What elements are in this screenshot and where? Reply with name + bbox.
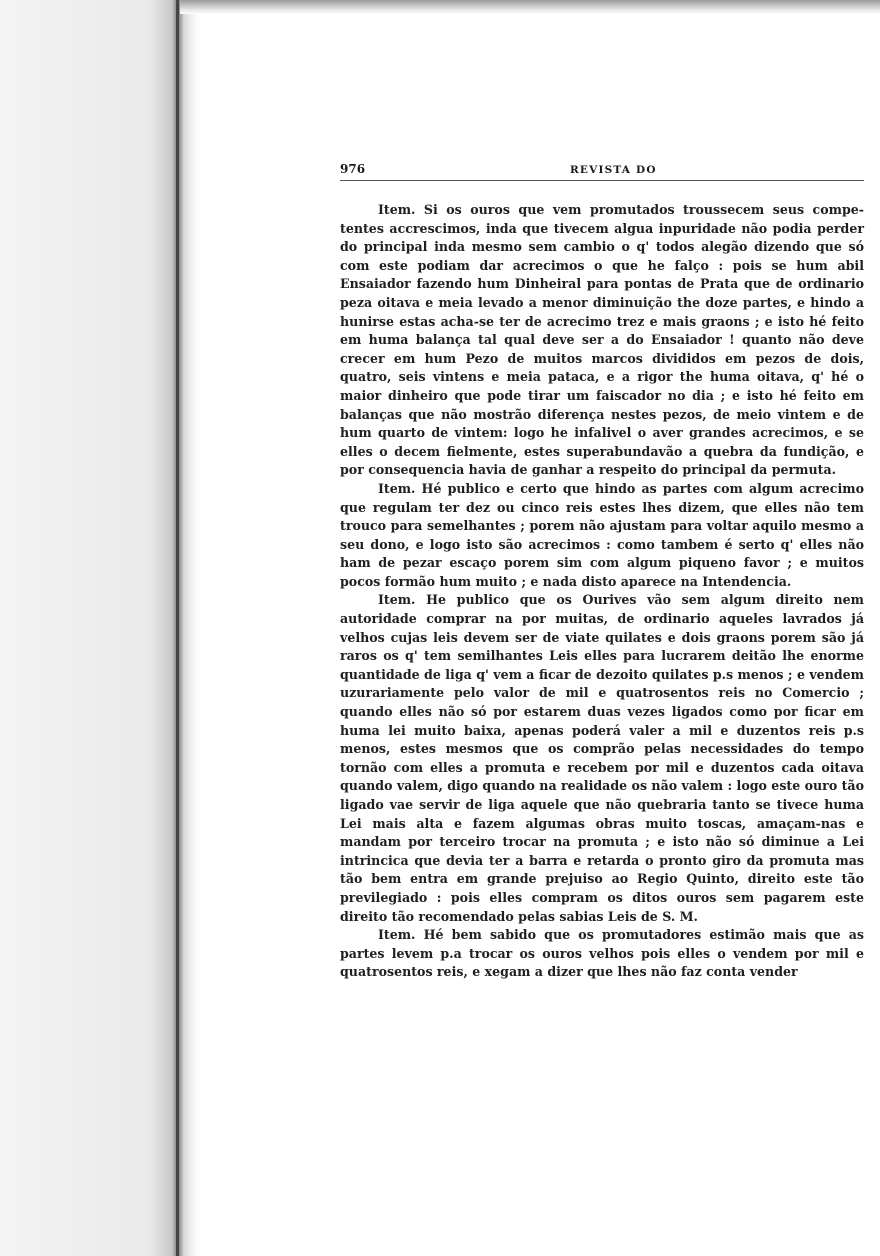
page-number: 976 <box>340 162 366 176</box>
scan-page-edge <box>0 0 200 1256</box>
body-text <box>340 201 864 982</box>
paragraph: Item. Si os ouros que vem promutados troussecem seus competentes accrescimos, inda que tivecem algua inpuridade não podia perder do principal inda mesmo sem cambio o q' todos alegão dizendo que só com este podiam dar acrecimos o que he falço : pois se hum abil Ensaiador fazendo hum Dinheiral para pontas de Prata que de ordinario peza oitava e meia levado a menor diminuição the doze partes, e hindo a hunirse estas acha-se ter de acrecimo trez e mais graons ; e isto hé feito em huma balança tal qual deve ser a do Ensaiador ! quanto não deve crecer em hum Pezo de muitos marcos divididos em pezos de dois, quatro, seis vintens e meia pataca, e a rigor the huma oitava, q' hé o maior dinheiro que pode tirar um faiscador no dia ; e isto hé feito em balanças que não mostrão diferença nestes pezos, de meio vintem e de hum quarto de vintem: logo he infalivel o aver grandes acrecimos, e se elles o decem fielmente, estes superabundavão a quebra da fundição, e por consequencia havia de ganhar a respeito do principal da permuta. <box>340 202 864 478</box>
page-header <box>340 158 864 181</box>
paragraph: Item. Hé publico e certo que hindo as partes com algum acrecimo que regulam ter dez ou cinco reis estes lhes dizem, que elles não tem trouco para semelhantes ; porem não ajustam para voltar aquilo mesmo a seu dono, e logo isto são acrecimos : como tambem é serto q' elles não ham de pezar escaço porem sim com algum piqueno favor ; e muitos pocos formão hum muito ; e nada disto aparece na Intendencia. <box>340 480 864 589</box>
paragraph: Item. Hé bem sabido que os promutadores estimão mais que as partes levem p.a trocar os ouros velhos pois elles o vendem por mil e quatrosentos reis, e xegam a dizer que lhes não faz conta vender <box>340 927 864 980</box>
document-page <box>340 158 864 982</box>
binding-shadow-line <box>176 0 179 1256</box>
running-title: REVISTA DO <box>570 164 657 176</box>
scan-top-shadow <box>180 0 880 14</box>
paragraph: Item. He publico que os Ourives vão sem algum direito nem autoridade comprar na por muitas, de ordinario aqueles lavrados já velhos cujas leis devem ser de viate quilates e dois graons porem são já raros os q' tem semilhantes Leis elles para lucrarem deitão lhe enorme quantidade de liga q' vem a ficar de dezoito quilates p.s menos ; e vendem uzurariamente pelo valor de mil e quatrosentos reis no Comercio ; quando elles não só por estarem duas vezes ligados como por ficar em huma lei muito baixa, apenas poderá valer a mil e duzentos reis p.s menos, estes mesmos que os comprão pelas necessidades do tempo tornão com elles a promuta e recebem por mil e duzentos cada oitava quando valem, digo quando na realidade os não valem : logo este ouro tão ligado vae servir de liga aquele que não quebraria tanto se tivece huma Lei mais alta e fazem algumas obras muito toscas, amaçam-nas e mandam por terceiro trocar na promuta ; e isto não só diminue a Lei intrincica que devia ter a barra e retarda o pronto giro da promuta mas tão bem entra em grande prejuiso ao Regio Quinto, direito este tão previlegiado : pois elles compram os ditos ouros sem pagarem este direito tão recomendado pelas sabias Leis de S. M. <box>340 592 864 924</box>
